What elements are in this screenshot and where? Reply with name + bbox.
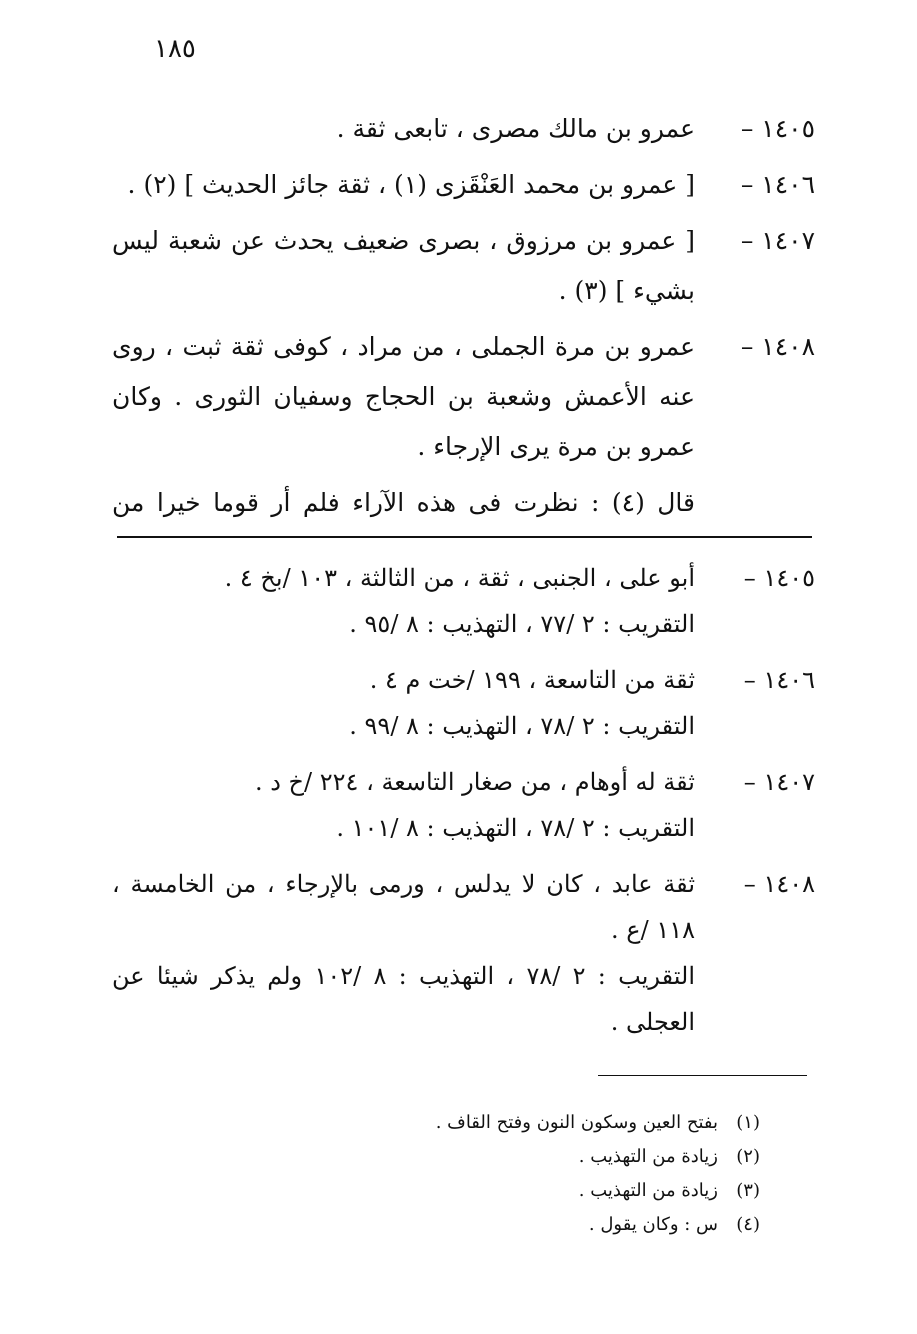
- entry-1406: [112, 160, 815, 210]
- entry-number: ١٤٠٥ –: [740, 114, 815, 143]
- entry-number: ١٤٠٧ –: [740, 226, 815, 255]
- page-divider: [117, 536, 812, 538]
- note-number: ١٤٠٨ –: [743, 870, 815, 898]
- note-number: ١٤٠٦ –: [743, 666, 815, 694]
- note-line: ثقة عابد ، كان لا يدلس ، ورمى بالإرجاء ، من الخامسة ، ١١٨ /ع .: [112, 870, 695, 944]
- note-line: ثقة من التاسعة ، ١٩٩ /خت م ٤ .: [369, 666, 695, 694]
- entry-text: [ عمرو بن مرزوق ، بصرى ضعيف يحدث عن شعبة ليس بشيء ] (٣) .: [112, 226, 695, 305]
- footnote-number: (٣): [736, 1180, 760, 1201]
- entry-text: [ عمرو بن محمد العَنْقَزى (١) ، ثقة جائز الحديث ] (٢) .: [127, 170, 695, 199]
- entry-number: ١٤٠٨ –: [740, 332, 815, 361]
- annotations: [112, 555, 815, 1055]
- note-line: التقريب : ٢ /٧٨ ، التهذيب : ٨ /١٠١ .: [336, 814, 695, 842]
- continuation-text: قال (٤) : نظرت فى هذه الآراء فلم أر قوما خيرا من: [112, 488, 696, 517]
- note-text: [112, 555, 695, 647]
- footnote-2: [380, 1140, 760, 1174]
- entry-text: عمرو بن مالك مصرى ، تابعى ثقة .: [336, 114, 695, 143]
- footnote-text: س : وكان يقول .: [588, 1214, 718, 1235]
- entry-number: ١٤٠٦ –: [740, 170, 815, 199]
- note-number: ١٤٠٥ –: [743, 564, 815, 592]
- note-1406: [112, 657, 815, 749]
- note-line: التقريب : ٢ /٧٨ ، التهذيب : ٨ /١٠٢ ولم يذكر شيئا عن العجلى .: [112, 962, 695, 1036]
- entry-1408: [112, 322, 815, 472]
- note-text: [112, 759, 695, 851]
- page-number: ١٨٥: [154, 34, 196, 64]
- footnote-3: [380, 1174, 760, 1208]
- footnote-number: (١): [736, 1112, 760, 1133]
- entry-1405: [112, 104, 815, 154]
- entry-1407: [112, 216, 815, 316]
- note-line: التقريب : ٢ /٧٨ ، التهذيب : ٨ /٩٩ .: [349, 712, 695, 740]
- note-number: ١٤٠٧ –: [743, 768, 815, 796]
- main-text: [112, 104, 815, 528]
- footnote-number: (٢): [736, 1146, 760, 1167]
- entry-text: عمرو بن مرة الجملى ، من مراد ، كوفى ثقة ثبت ، روى عنه الأعمش وشعبة بن الحجاج وسفيان الثورى . وكان عمرو بن مرة يرى الإرجاء .: [112, 332, 695, 461]
- note-1405: [112, 555, 815, 647]
- footnote-number: (٤): [736, 1214, 760, 1235]
- note-1408: [112, 861, 815, 1045]
- footnote-text: بفتح العين وسكون النون وفتح القاف .: [435, 1112, 718, 1133]
- footnote-text: زيادة من التهذيب .: [578, 1180, 718, 1201]
- footnote-divider: [598, 1075, 807, 1076]
- note-line: أبو على ، الجنبى ، ثقة ، من الثالثة ، ١٠٣ /بخ ٤ .: [224, 564, 695, 592]
- footnotes: [380, 1106, 760, 1242]
- note-text: [112, 657, 695, 749]
- footnote-1: [380, 1106, 760, 1140]
- note-1407: [112, 759, 815, 851]
- footnote-text: زيادة من التهذيب .: [578, 1146, 718, 1167]
- note-line: التقريب : ٢ /٧٧ ، التهذيب : ٨ /٩٥ .: [349, 610, 695, 638]
- note-line: ثقة له أوهام ، من صغار التاسعة ، ٢٢٤ /خ د .: [254, 768, 695, 796]
- note-text: [112, 861, 695, 1045]
- footnote-4: [380, 1208, 760, 1242]
